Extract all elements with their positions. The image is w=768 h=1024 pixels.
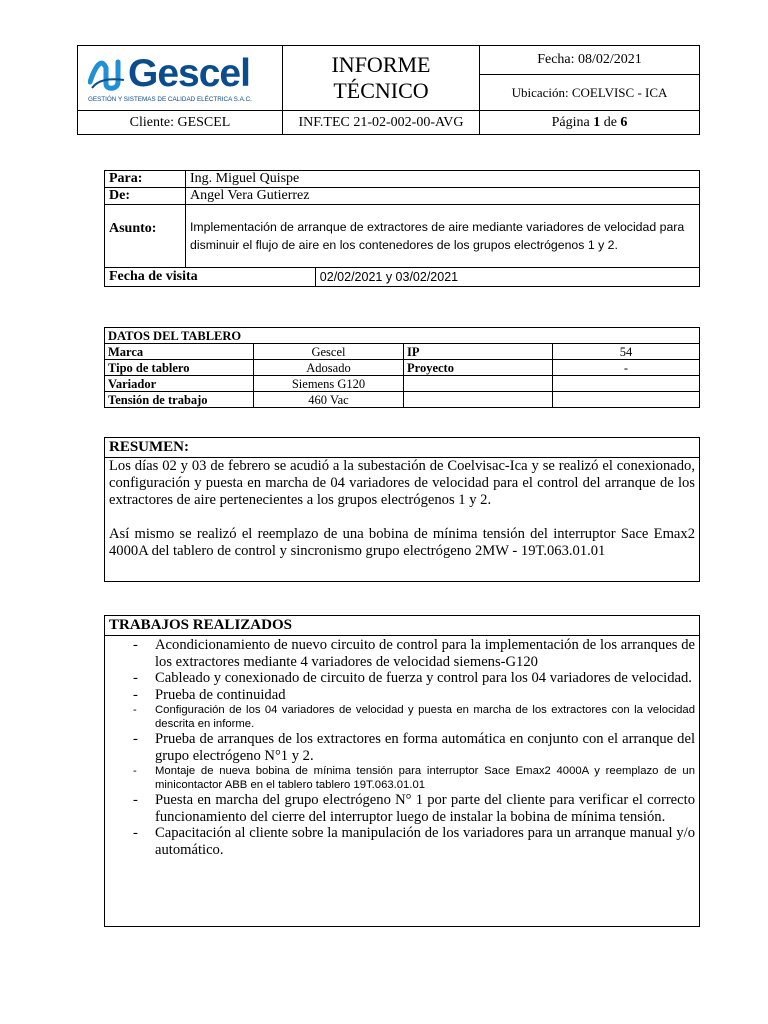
fecha-visita-value: 02/02/2021 y 03/02/2021 xyxy=(315,268,699,287)
resumen-paragraph: Los días 02 y 03 de febrero se acudió a la subestación de Coelvisac-Ica y se realizó el conexionado, configuración y puesta en marcha de 04 variadores de velocidad para el control del arranque de los extractores de aire pertenecientes a los grupos electrógenos 1 y 2. xyxy=(109,458,695,508)
tablero-table xyxy=(104,327,700,408)
tablero-key xyxy=(404,392,553,408)
list-item xyxy=(105,825,695,858)
table-row xyxy=(105,344,700,360)
tablero-key: Marca xyxy=(105,344,254,360)
page-current: 1 xyxy=(593,114,601,130)
list-item-text: Prueba de arranques de los extractores en forma automática en conjunto con el arranque del grupo electrógeno N°1 y 2. xyxy=(155,731,695,764)
table-row xyxy=(105,376,700,392)
logo-tagline: GESTIÓN Y SISTEMAS DE CALIDAD ELÉCTRICA S.A.C. xyxy=(88,96,252,103)
tablero-value: Adosado xyxy=(254,360,404,376)
tablero-key: Proyecto xyxy=(404,360,553,376)
list-item-text: Puesta en marcha del grupo electrógeno N° 1 por parte del cliente para verificar el correcto funcionamiento del cierre del interruptor luego de instalar la bobina de mínima tensión. xyxy=(155,792,695,825)
tablero-value xyxy=(553,392,700,408)
page-label: Página xyxy=(551,114,590,130)
resumen-paragraph: Así mismo se realizó el reemplazo de una bobina de mínima tensión del interruptor Sace Emax2 4000A del tablero de control y sincronismo grupo electrógeno 2MW - 19T.063.01.01 xyxy=(109,526,695,559)
report-location: Ubicación: COELVISC - ICA xyxy=(480,75,700,111)
dash-bullet: - xyxy=(133,731,138,747)
resumen-section xyxy=(104,437,700,582)
page-of-label: de xyxy=(603,114,617,130)
table-row xyxy=(105,392,700,408)
page-number xyxy=(480,111,700,135)
tablero-key xyxy=(404,376,553,392)
tablero-value: 460 Vac xyxy=(254,392,404,408)
logo-cell xyxy=(78,46,283,111)
list-item-text: Montaje de nueva bobina de mínima tensión para interruptor Sace Emax2 4000A y reemplazo de un minicontactor ABB en el tablero tablero 19T.063.01.01 xyxy=(155,765,695,791)
resumen-title: RESUMEN: xyxy=(105,438,699,458)
tablero-value xyxy=(553,376,700,392)
list-item-text: Configuración de los 04 variadores de velocidad y puesta en marcha de los extractores con la velocidad descrita en informe. xyxy=(155,704,695,730)
de-label: De: xyxy=(105,188,186,205)
report-code: INF.TEC 21-02-002-00-AVG xyxy=(283,111,480,135)
report-title: INFORME TÉCNICO xyxy=(283,46,480,111)
asunto-value: Implementación de arranque de extractores de aire mediante variadores de velocidad para disminuir el flujo de aire en los contenedores de los grupos electrógenos 1 y 2. xyxy=(186,205,700,268)
table-row xyxy=(105,360,700,376)
list-item xyxy=(105,687,695,704)
list-item-text: Acondicionamiento de nuevo circuito de control para la implementación de los arranques de los extractores mediante 4 variadores de velocidad siemens-G120 xyxy=(155,637,695,670)
tablero-value: 54 xyxy=(553,344,700,360)
page-total: 6 xyxy=(620,114,628,130)
fecha-visita-label: Fecha de visita xyxy=(105,268,316,287)
list-item xyxy=(105,637,695,670)
company-logo xyxy=(78,46,282,110)
de-value: Angel Vera Gutierrez xyxy=(186,188,700,205)
list-item xyxy=(105,764,695,792)
dash-bullet: - xyxy=(133,825,138,841)
list-item xyxy=(105,731,695,764)
dash-bullet: - xyxy=(133,686,138,703)
list-item xyxy=(105,703,695,731)
report-header xyxy=(77,45,700,135)
asunto-label: Asunto: xyxy=(105,205,186,268)
dash-bullet: - xyxy=(133,765,137,777)
trabajos-title: TRABAJOS REALIZADOS xyxy=(105,616,699,636)
dash-bullet: - xyxy=(133,704,137,716)
list-item-text: Capacitación al cliente sobre la manipulación de los variadores para un arranque manual y/o automático. xyxy=(155,825,695,858)
tablero-title: DATOS DEL TABLERO xyxy=(105,328,700,344)
logo-wave-icon xyxy=(88,54,128,94)
tablero-key: Tensión de trabajo xyxy=(105,392,254,408)
list-item xyxy=(105,670,695,687)
trabajos-list xyxy=(105,636,699,858)
tablero-key: Tipo de tablero xyxy=(105,360,254,376)
report-date: Fecha: 08/02/2021 xyxy=(480,46,700,75)
para-value: Ing. Miguel Quispe xyxy=(186,171,700,188)
tablero-key: IP xyxy=(404,344,553,360)
dash-bullet: - xyxy=(133,637,138,653)
logo-brand-text: Gescel xyxy=(128,52,250,95)
client-cell: Cliente: GESCEL xyxy=(78,111,283,135)
dash-bullet: - xyxy=(133,670,138,686)
dash-bullet: - xyxy=(133,792,138,808)
tablero-key: Variador xyxy=(105,376,254,392)
list-item-text: Cableado y conexionado de circuito de fuerza y control para los 04 variadores de velocidad. xyxy=(155,670,692,686)
tablero-value: Gescel xyxy=(254,344,404,360)
para-label: Para: xyxy=(105,171,186,188)
list-item-text: Prueba de continuidad xyxy=(155,686,286,703)
tablero-value: - xyxy=(553,360,700,376)
tablero-value: Siemens G120 xyxy=(254,376,404,392)
memo-table xyxy=(104,170,700,287)
trabajos-section xyxy=(104,615,700,927)
list-item xyxy=(105,792,695,825)
